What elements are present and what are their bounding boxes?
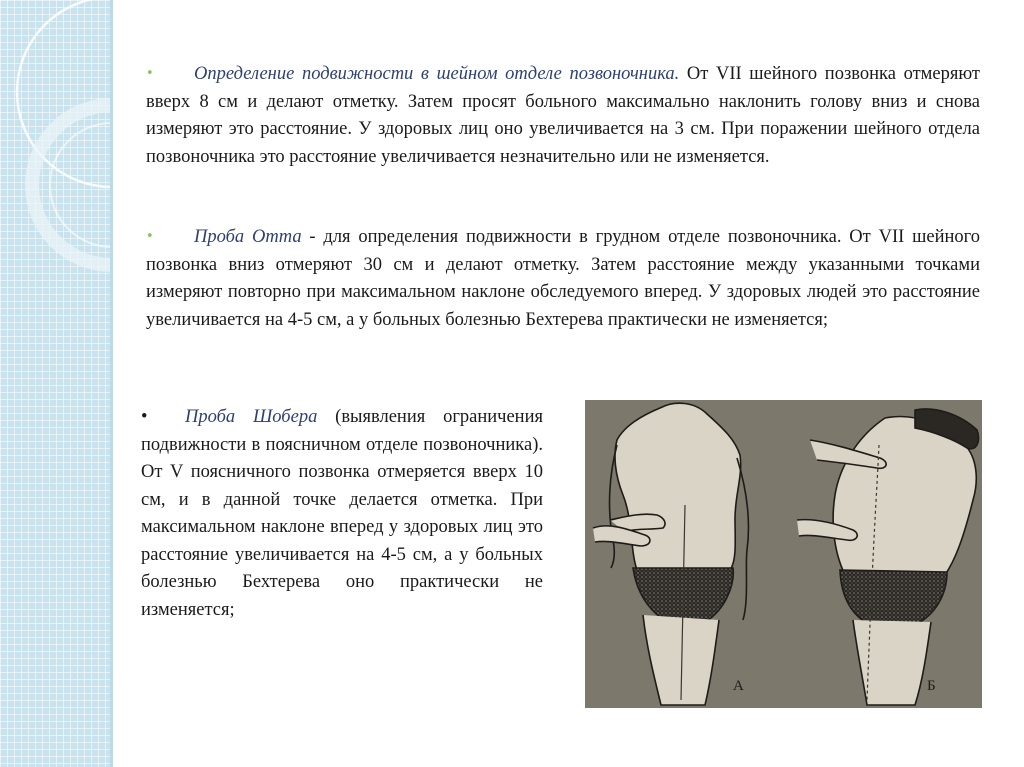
figure-b-bending [797,409,979,705]
figure-a-standing [593,403,749,705]
decorative-side-strip [0,0,112,767]
term-ott-test: Проба Отта [194,227,302,247]
text-ott-test: - для определения подвижности в грудном отделе позвоночника. От VII шейного позвонка вниз отмеряют 30 см и делают отметку. Затем расстояние между указанными точками измеряют повторно при максимальном наклоне обследуемого вперед. У здоровых людей это расстояние увеличивается на 4-5 см, а у больных болезнью Бехтерева практически не изменяется; [146,227,980,330]
decorative-circles [0,0,112,767]
bullet-icon: • [146,229,154,244]
figure-label-b: Б [927,678,936,694]
term-cervical-mobility: Определение подвижности в шейном отделе позвоночника. [194,64,680,84]
text-cervical-mobility: От VII шейного позвонка отмеряют вверх 8 см и делают отметку. Затем просят больного максимально наклонить голову вниз и снова измеряют это расстояние. У здоровых лиц оно увеличивается на 3 см. При поражении шейного отдела позвоночника это расстояние увеличивается незначительно или не изменяется. [146,64,980,167]
strip-divider [110,0,113,767]
schober-test-illustration [585,400,982,708]
term-schober-test: Проба Шобера [185,407,318,427]
figure-label-a: А [733,678,744,694]
illustration-drawing [585,400,982,708]
bullet-icon: • [146,66,154,81]
section-ott-test [146,223,980,334]
bullet-icon: • [141,407,148,427]
text-schober-test: (выявления ограничения подвижности в поясничном отделе позвоночника). От V поясничного позвонка отмеряется вверх 10 см, и в данной точке делается отметка. При максимальном наклоне вперед у здоровых лиц это расстояние увеличивается на 4-5 см, а у больных болезнью Бехтерева оно практически не изменяется; [141,407,543,620]
section-cervical-mobility [146,60,980,171]
section-schober-test [141,404,543,624]
